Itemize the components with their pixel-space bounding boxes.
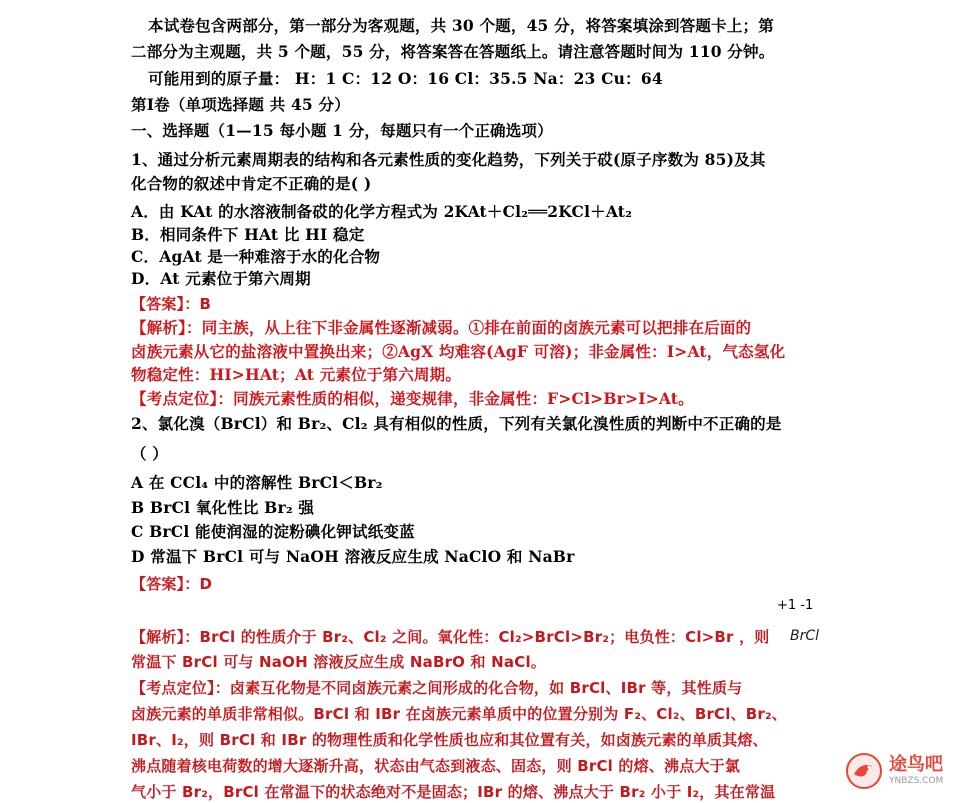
q2-analysis-line-2: 常温下 BrCl 可与 NaOH 溶液反应生成 NaBrO 和 NaCl。 xyxy=(131,653,547,671)
intro-line-2: 二部分为主观题，共 5 个题，55 分，将答案答在答题纸上。请注意答题时间为 110 分钟。 xyxy=(131,42,775,61)
q2-stem-line-1: 2、氯化溴（BrCl）和 Br₂、Cl₂ 具有相似的性质，下列有关氯化溴性质的判断中不正确的是 xyxy=(131,414,782,433)
bird-logo-icon xyxy=(845,752,883,790)
q2-analysis-line-1: 【解析】：BrCl 的性质介于 Br₂、Cl₂ 之间。氧化性：Cl₂>BrCl>Br₂；电负性：Cl>Br ，则 xyxy=(131,628,770,646)
section-title: 第Ⅰ卷（单项选择题 共 45 分） xyxy=(131,95,350,114)
watermark-url: YNBZS.COM xyxy=(889,776,944,786)
q2-option-d: D 常温下 BrCl 可与 NaOH 溶液反应生成 NaClO 和 NaBr xyxy=(131,547,575,566)
q1-option-c: C．AgAt 是一种难溶于水的化合物 xyxy=(131,247,381,266)
brcl-label: BrCl xyxy=(790,628,820,644)
q1-stem-line-2: 化合物的叙述中肯定不正确的是( ) xyxy=(131,174,372,193)
q1-answer: 【答案】：B xyxy=(131,295,212,313)
q1-stem-line-1: 1、通过分析元素周期表的结构和各元素性质的变化趋势，下列关于砹(原子序数为 85)及其 xyxy=(131,150,766,169)
q2-option-c: C BrCl 能使润湿的淀粉碘化钾试纸变蓝 xyxy=(131,522,415,541)
q2-key-line-5: 气小于 Br₂，BrCl 在常温下的状态绝对不是固态；IBr 的熔、沸点大于 Br₂ 小于 I₂，其在常温 xyxy=(131,783,776,801)
q2-key-line-3: IBr、I₂，则 BrCl 和 IBr 的物理性质和化学性质也应和其位置有关，如卤族元素的单质其熔、 xyxy=(131,731,768,749)
q1-analysis-line-2: 卤族元素从它的盐溶液中置换出来；②AgX 均难容(AgF 可溶)；非金属性：I>At，气态氢化 xyxy=(131,342,786,361)
q1-option-a: A．由 KAt 的水溶液制备砹的化学方程式为 2KAt＋Cl₂══2KCl＋At₂ xyxy=(131,202,633,221)
q2-answer: 【答案】：D xyxy=(131,575,213,593)
q1-analysis-line-3: 物稳定性：HI>HAt；At 元素位于第六周期。 xyxy=(131,365,462,384)
q2-key-line-2: 卤族元素的单质非常相似。BrCl 和 IBr 在卤族元素单质中的位置分别为 F₂、Cl₂、BrCl、Br₂、 xyxy=(131,705,788,723)
watermark xyxy=(845,749,963,793)
q1-option-d: D．At 元素位于第六周期 xyxy=(131,269,311,288)
q1-option-b: B．相同条件下 HAt 比 HI 稳定 xyxy=(131,225,365,244)
q2-key-line-1: 【考点定位】：卤素互化物是不同卤族元素之间形成的化合物，如 BrCl、IBr 等，其性质与 xyxy=(131,679,743,697)
q2-option-b: B BrCl 氧化性比 Br₂ 强 xyxy=(131,498,315,517)
watermark-title: 途鸟吧 xyxy=(889,754,943,775)
section-subtitle: 一、选择题（1—15 每小题 1 分，每题只有一个正确选项） xyxy=(131,121,553,140)
q2-stem-line-2: （ ） xyxy=(131,444,168,463)
atomic-masses: 可能用到的原子量： H：1 C：12 O：16 Cl：35.5 Na：23 Cu：64 xyxy=(148,69,663,88)
oxidation-states: +1 -1 xyxy=(777,598,814,613)
q1-analysis-line-1: 【解析】：同主族，从上往下非金属性逐渐减弱。①排在前面的卤族元素可以把排在后面的 xyxy=(131,318,752,337)
q1-key-point: 【考点定位】：同族元素性质的相似，递变规律，非金属性：F>Cl>Br>I>At。 xyxy=(131,389,694,408)
intro-line-1: 本试卷包含两部分，第一部分为客观题，共 30 个题，45 分，将答案填涂到答题卡上；第 xyxy=(148,16,774,35)
q2-option-a: A 在 CCl₄ 中的溶解性 BrCl＜Br₂ xyxy=(131,473,383,492)
q2-key-line-4: 沸点随着核电荷数的增大逐渐升高，状态由气态到液态、固态，则 BrCl 的熔、沸点大于氯 xyxy=(131,757,741,775)
